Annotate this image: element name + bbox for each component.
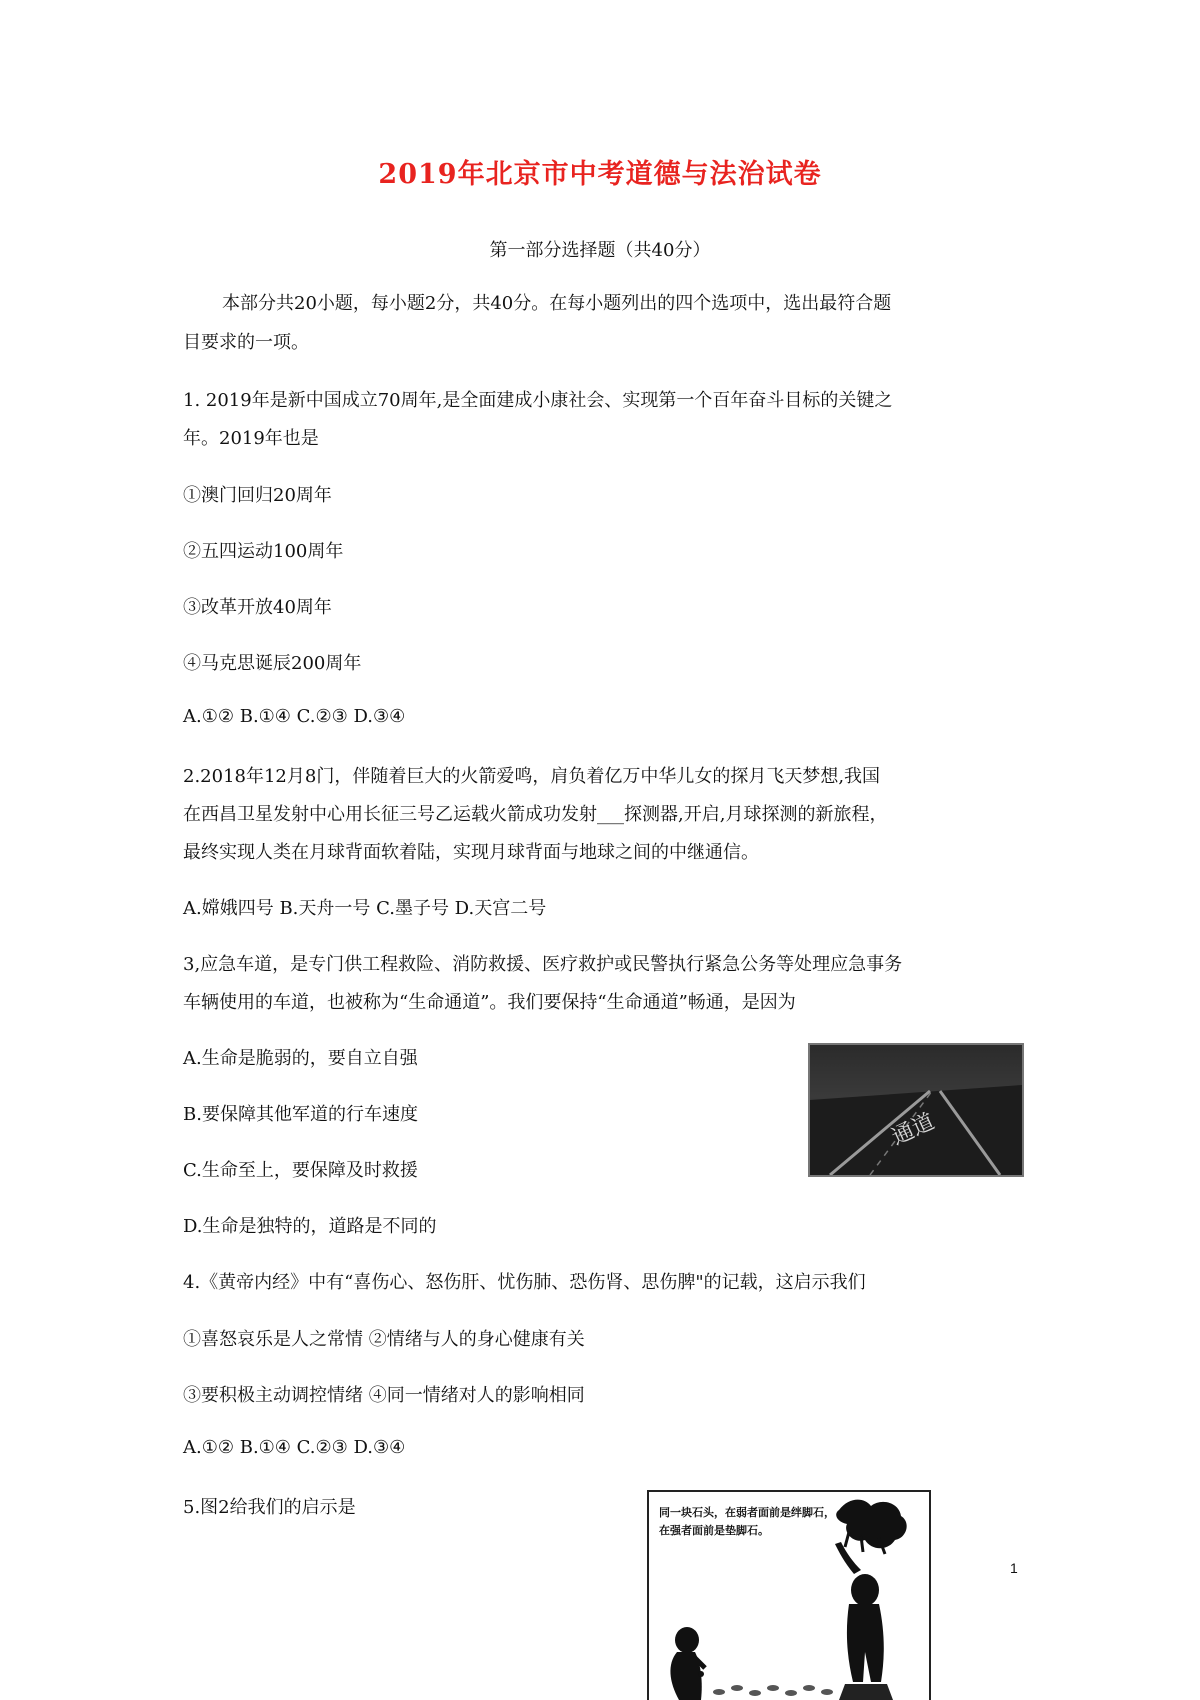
instructions-line: 本部分共20小题，每小题2分，共40分。在每小题列出的四个选项中，选出最符合题 <box>222 293 892 314</box>
instructions-line: 目要求的一项。 <box>183 332 309 353</box>
q4-items-row: ③要积极主动调控情绪 ④同一情绪对人的影响相同 <box>183 1385 585 1406</box>
figure-2-cartoon <box>647 1490 931 1700</box>
q3-stem-line: 车辆使用的车道，也被称为“生命通道”。我们要保持“生命通道”畅通，是因为 <box>183 992 796 1013</box>
q2-answer-choices: A.嫦娥四号 B.天舟一号 C.墨子号 D.天宫二号 <box>183 898 547 919</box>
q5-stem: 5.图2给我们的启示是 <box>183 1497 356 1518</box>
q2-stem-line: 最终实现人类在月球背面软着陆，实现月球背面与地球之间的中继通信。 <box>183 842 759 863</box>
q1-answer-choices: A.①② B.①④ C.②③ D.③④ <box>183 706 406 727</box>
emergency-lane-illustration <box>810 1045 1022 1175</box>
exam-title: 2019年北京市中考道德与法治试卷 <box>378 159 822 190</box>
q1-stem-line: 年。2019年也是 <box>183 428 319 449</box>
q1-item: ③改革开放40周年 <box>183 597 332 618</box>
q3-option: C.生命至上，要保障及时救援 <box>183 1160 418 1181</box>
road-marking-text: 通道 <box>887 1109 939 1151</box>
figure-2-illustration <box>649 1492 929 1700</box>
q4-answer-choices: A.①② B.①④ C.②③ D.③④ <box>183 1437 406 1458</box>
q4-items-row: ①喜怒哀乐是人之常情 ②情绪与人的身心健康有关 <box>183 1329 585 1350</box>
q1-item: ①澳门回归20周年 <box>183 485 332 506</box>
q1-stem-line: 1. 2019年是新中国成立70周年,是全面建成小康社会、实现第一个百年奋斗目标的关键之 <box>183 390 893 411</box>
q1-item: ②五四运动100周年 <box>183 541 344 562</box>
section-heading: 第一部分选择题（共40分） <box>489 240 711 261</box>
q4-stem: 4.《黄帝内经》中有“喜伤心、怒伤肝、忧伤肺、恐伤肾、思伤脾"的记载，这启示我们 <box>183 1272 866 1293</box>
emergency-lane-photo <box>808 1043 1024 1177</box>
figure-2-caption: 同一块石头，在弱者面前是绊脚石，在强者面前是垫脚石。 <box>659 1506 835 1537</box>
q2-stem-line: 2.2018年12月8门，伴随着巨大的火箭爱鸣，肩负着亿万中华儿女的探月飞天梦想,我国 <box>183 766 881 787</box>
q3-option: B.要保障其他军道的行车速度 <box>183 1104 418 1125</box>
q2-stem-line: 在西昌卫星发射中心用长征三号乙运载火箭成功发射___探测器,开启,月球探测的新旅程， <box>183 804 888 825</box>
q3-stem-line: 3,应急车道，是专门供工程救险、消防救援、医疗救护或民警执行紧急公务等处理应急事务 <box>183 954 903 975</box>
q3-option: A.生命是脆弱的，要自立自强 <box>183 1048 418 1069</box>
q1-item: ④马克思诞辰200周年 <box>183 653 362 674</box>
q3-option: D.生命是独特的，道路是不同的 <box>183 1216 437 1237</box>
page-number: 1 <box>1010 1560 1018 1576</box>
